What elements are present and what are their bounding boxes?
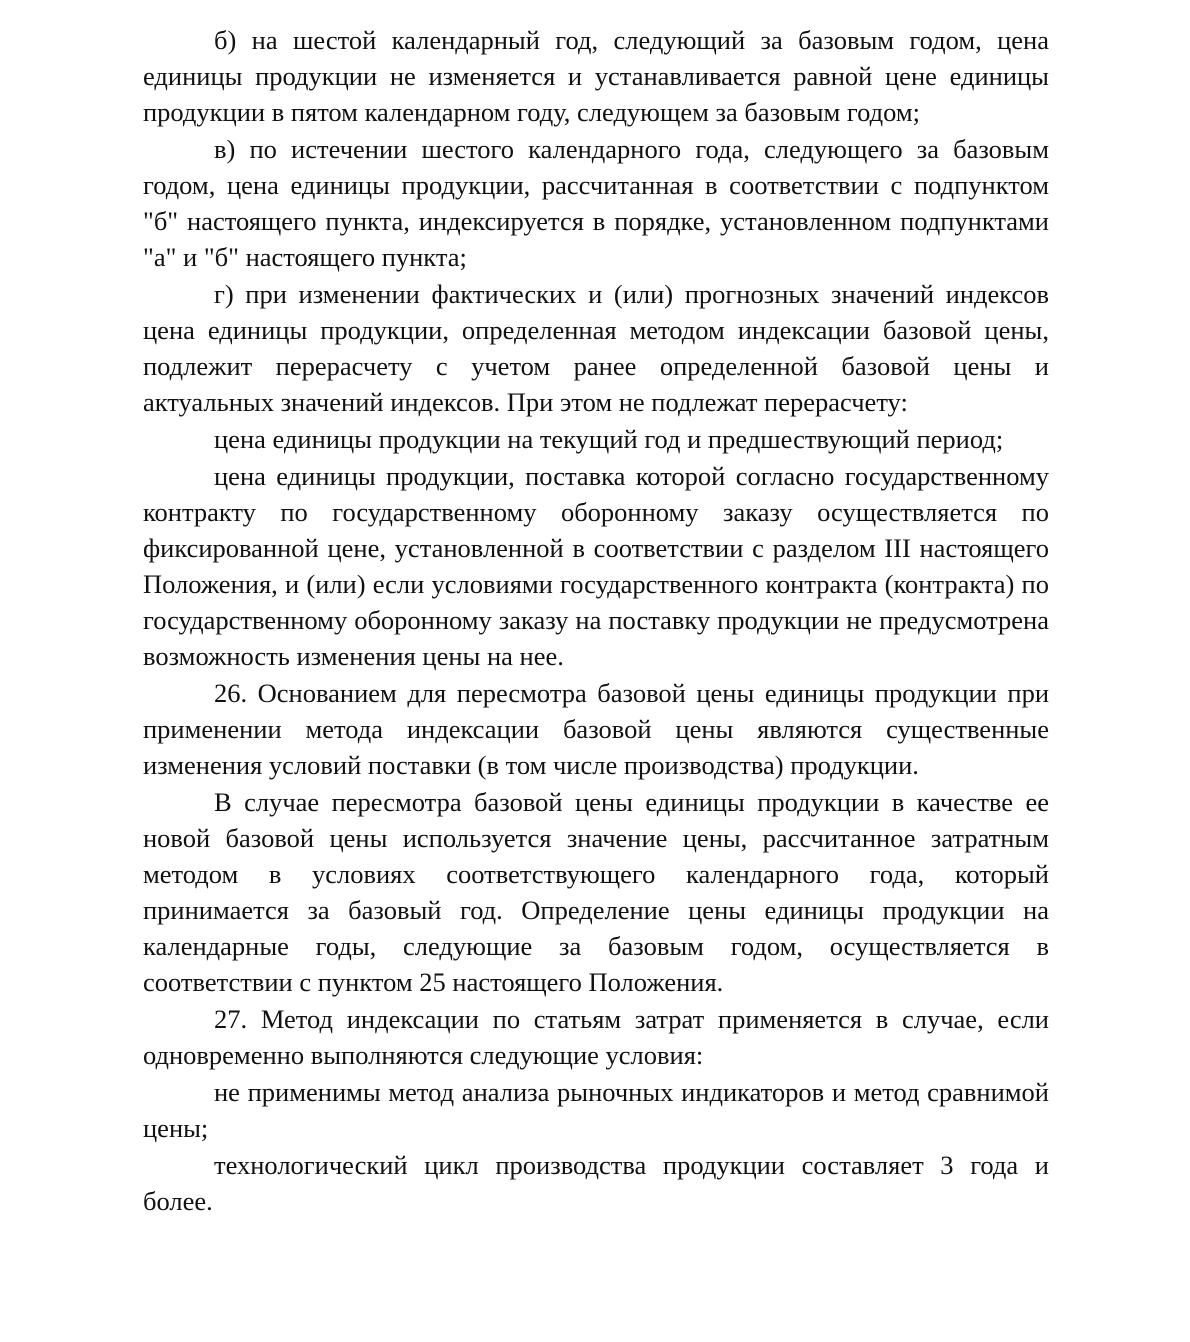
paragraph-base-price-revision: В случае пересмотра базовой цены единицы продукции в качестве ее новой базовой цены используется значение цены, рассчитанное затратным методом в условиях соответствующего календарного года, который принимается за базовый год. Определение цены единицы продукции на календарные годы, следующие за базовым годом, осуществляется в соответствии с пунктом 25 настоящего Положения.: [143, 787, 1049, 997]
document-body: [143, 22, 1049, 1219]
paragraph-subitem-g: г) при изменении фактических и (или) прогнозных значений индексов цена единицы продукции, определенная методом индексации базовой цены, подлежит перерасчету с учетом ранее определенной базовой цены и актуальных значений индексов. При этом не подлежат перерасчету:: [143, 279, 1049, 417]
paragraph-item-26: 26. Основанием для пересмотра базовой цены единицы продукции при применении метода индексации базовой цены являются существенные изменения условий поставки (в том числе производства) продукции.: [143, 678, 1049, 780]
paragraph-condition-production-cycle: технологический цикл производства продукции составляет 3 года и более.: [143, 1150, 1049, 1216]
paragraph-condition-market-indicators: не применимы метод анализа рыночных индикаторов и метод сравнимой цены;: [143, 1077, 1049, 1143]
paragraph-item-27: 27. Метод индексации по статьям затрат применяется в случае, если одновременно выполняются следующие условия:: [143, 1004, 1049, 1070]
paragraph-subitem-v: в) по истечении шестого календарного года, следующего за базовым годом, цена единицы продукции, рассчитанная в соответствии с подпунктом "б" настоящего пункта, индексируется в порядке, установленном подпунктами "а" и "б" настоящего пункта;: [143, 134, 1049, 272]
paragraph-exception-fixed-price: цена единицы продукции, поставка которой согласно государственному контракту по государственному оборонному заказу осуществляется по фиксированной цене, установленной в соответствии с разделом III настоящего Положения, и (или) если условиями государственного контракта (контракта) по государственному оборонному заказу на поставку продукции не предусмотрена возможность изменения цены на нее.: [143, 461, 1049, 671]
paragraph-exception-current-year: цена единицы продукции на текущий год и предшествующий период;: [214, 424, 1004, 454]
paragraph-subitem-b: б) на шестой календарный год, следующий за базовым годом, цена единицы продукции не изменяется и устанавливается равной цене единицы продукции в пятом календарном году, следующем за базовым годом;: [143, 25, 1049, 127]
